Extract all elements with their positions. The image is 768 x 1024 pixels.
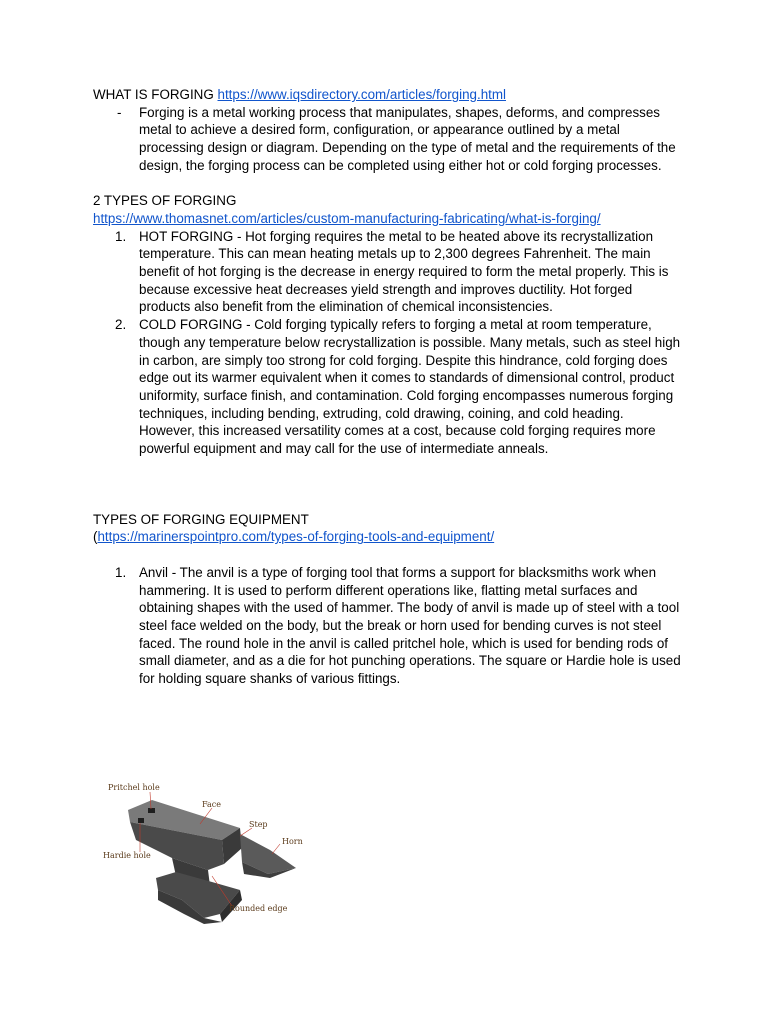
anvil-svg (100, 778, 310, 928)
forging-definition-list (93, 104, 683, 175)
iqsdirectory-link[interactable]: https://www.iqsdirectory.com/articles/forging.html (217, 87, 506, 102)
list-item (93, 104, 683, 175)
thomasnet-link[interactable]: https://www.thomasnet.com/articles/custom-manufacturing-fabricating/what-is-forging/ (93, 210, 601, 226)
label-rounded-edge: Rounded edge (229, 904, 288, 913)
section-types-of-forging-heading: 2 TYPES OF FORGING (93, 193, 237, 209)
marinerspointpro-link[interactable]: https://marinerspointpro.com/types-of-forging-tools-and-equipment/ (97, 529, 495, 545)
label-face: Face (202, 800, 221, 809)
label-horn: Horn (282, 837, 303, 846)
paren-open: ( (93, 529, 98, 545)
hardie-hole (138, 818, 144, 823)
list-item-text: HOT FORGING - Hot forging requires the metal to be heated above its recrystallization temperature. This can mean heating metals up to 2,300 degrees Fahrenheit. The main benefit of hot forging is the decrease in energy required to form the metal properly. This is because excessive heat decreases yield strength and improves ductility. Hot forged products also benefit from the elimination of chemical inconsistencies. (139, 228, 669, 315)
number-marker: 1. (115, 564, 127, 580)
label-hardie-hole: Hardie hole (103, 851, 151, 860)
dash-marker: - (117, 104, 122, 120)
number-marker: 2. (115, 317, 127, 333)
heading-text: WHAT IS FORGING (93, 87, 214, 102)
label-step: Step (249, 820, 268, 829)
forging-types-list (93, 228, 683, 458)
section-what-is-forging-heading (93, 86, 683, 104)
list-item-text: COLD FORGING - Cold forging typically refers to forging a metal at room temperature, though any temperature below recrystallization is possible. Many metals, such as steel high in carbon, are simply too strong for cold forging. Despite this hindrance, cold forging does edge out its warmer equivalent when it comes to standards of dimensional control, product uniformity, surface finish, and contamination. Cold forging encompasses numerous forging techniques, including bending, extruding, cold drawing, coining, and cold heading. However, this increased versatility comes at a cost, because cold forging requires more powerful equipment and may call for the use of intermediate anneals. (139, 317, 681, 457)
list-item-text: Anvil - The anvil is a type of forging tool that forms a support for blacksmiths work when hammering. It is used to perform different operations like, flatting metal surfaces and obtaining shapes with the used of hammer. The body of anvil is made up of steel with a tool steel face welded on the body, but the break or horn used for bending curves is not steel faced. The round hole in the anvil is called pritchel hole, which is used for bending rods of small diameter, and as a die for hot punching operations. The square or Hardie hole is used for holding square shanks of various fittings. (139, 564, 681, 687)
pritchel-hole (148, 808, 155, 813)
list-item-hot-forging (93, 228, 683, 317)
list-item-text: Forging is a metal working process that manipulates, shapes, deforms, and compresses metal to achieve a desired form, configuration, or appearance outlined by a metal processing design or diagram. Depending on the type of metal and the requirements of the design, the forging process can be completed using either hot or cold forging processes. (139, 104, 676, 173)
label-pritchel-hole: Pritchel hole (108, 783, 160, 792)
equipment-list (93, 564, 683, 688)
anvil-diagram (100, 778, 310, 928)
list-item-anvil (93, 564, 683, 688)
number-marker: 1. (115, 228, 127, 244)
section-forging-equipment-heading: TYPES OF FORGING EQUIPMENT (93, 511, 309, 527)
list-item-cold-forging (93, 316, 683, 458)
document-body (93, 86, 683, 688)
